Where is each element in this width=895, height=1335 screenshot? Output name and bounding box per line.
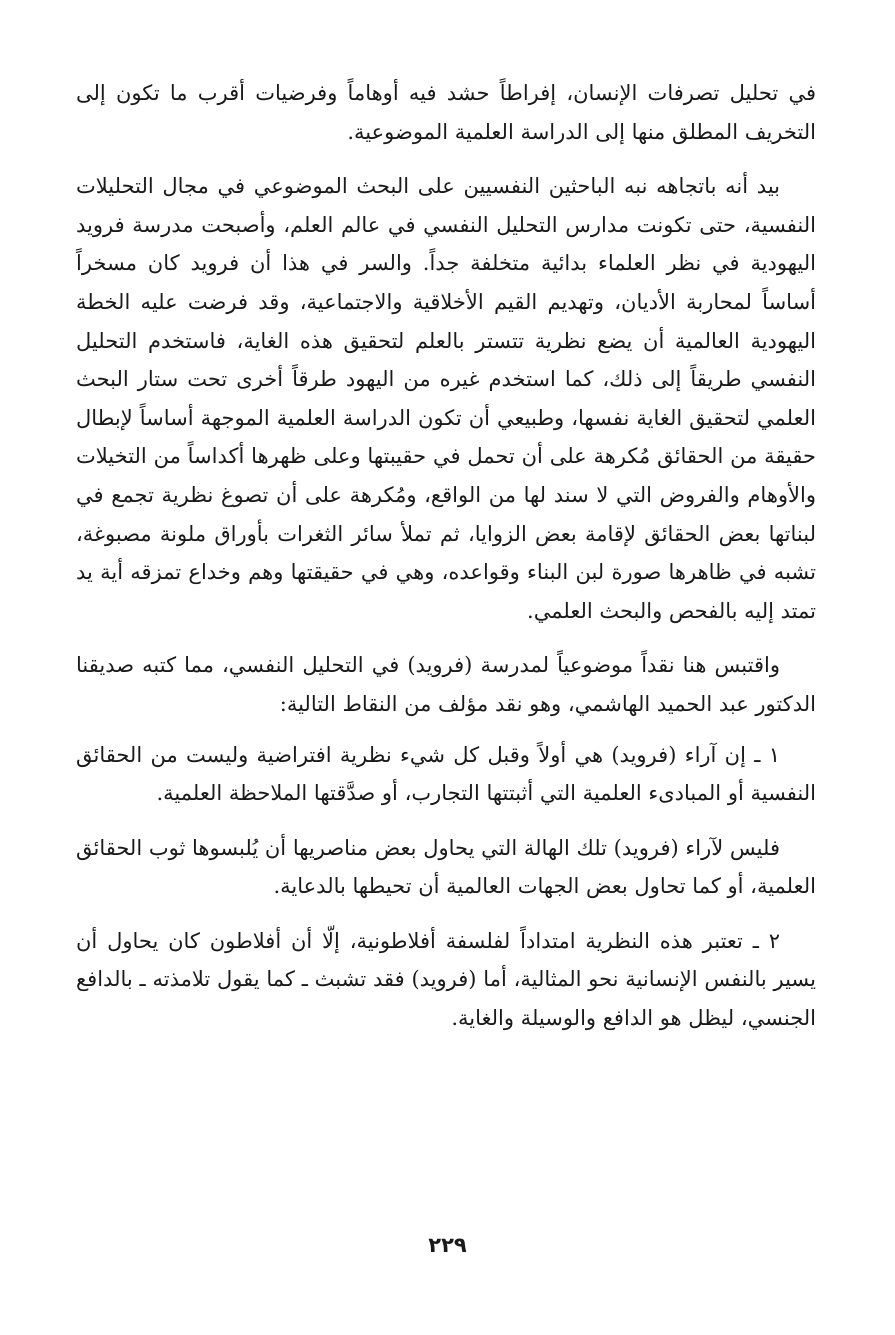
paragraph-point-2: ٢ ـ تعتبر هذه النظرية امتداداً لفلسفة أفلاطونية، إلّا أن أفلاطون كان يحاول أن يسير بالنفس الإنسانية نحو المثالية، أما (فرويد) فقد تشبث ـ كما يقول تلامذته ـ بالدافع الجنسي، ليظل هو الدافع والوسيلة والغاية. — [76, 928, 816, 1031]
paragraph-continuation: في تحليل تصرفات الإنسان، إفراطاً حشد فيه أوهاماً وفرضيات أقرب ما تكون إلى التخريف المطلق منها إلى الدراسة العلمية الموضوعية. — [76, 81, 816, 144]
paragraph-point-1: ١ ـ إن آراء (فرويد) هي أولاً وقبل كل شيء نظرية افتراضية وليست من الحقائق النفسية أو المبادىء العلمية التي أثبتتها التجارب، أو صدَّقتها الملاحظة العلمية. — [76, 742, 816, 806]
paragraph-freud-school: بيد أنه باتجاهه نبه الباحثين النفسيين على البحث الموضوعي في مجال التحليلات النفسية، حتى تكونت مدارس التحليل النفسي في عالم العلم، وأصبحت مدرسة فرويد اليهودية في نظر العلماء بدائية متخلفة جداً. والسر في هذا أن فرويد كان مسخراً أساساً لمحاربة الأديان، وتهديم القيم الأخلاقية والاجتماعية، وقد فرضت عليه الخطة اليهودية العالمية أن يضع نظرية تتستر بالعلم لتحقيق هذه الغاية، فاستخدم التحليل النفسي طريقاً إلى ذلك، كما استخدم غيره من اليهود طرقاً أخرى تحت ستار البحث العلمي لتحقيق الغاية نفسها، وطبيعي أن تكون الدراسة العلمية الموجهة أساساً لإبطال حقيقة من الحقائق مُكرهة على أن تحمل في حقيبتها وعلى ظهرها أكداساً من التخيلات والأوهام والفروض التي لا سند لها من الواقع، ومُكرهة على أن تصوغ نظرية تجمع في لبناتها بعض الحقائق لإقامة بعض الزوايا، ثم تملأ سائر الثغرات بأوراق ملونة مصبوغة، تشبه في ظاهرها صورة لبن البناء وقواعده، وهي في حقيقتها وهم وخداع تمزقه أية يد تمتد إليه بالفحص والبحث العلمي. — [76, 174, 816, 623]
page-number: ٢٢٩ — [428, 1233, 467, 1257]
body-text — [76, 74, 816, 1038]
paragraph-point-1-note: فليس لآراء (فرويد) تلك الهالة التي يحاول بعض مناصريها أن يُلبسوها ثوب الحقائق العلمية، أو كما تحاول بعض الجهات العالمية أن تحيطها بالدعاية. — [76, 835, 816, 899]
paragraph-critique-intro: واقتبس هنا نقداً موضوعياً لمدرسة (فرويد) في التحليل النفسي، مما كتبه صديقنا الدكتور عبد الحميد الهاشمي، وهو نقد مؤلف من النقاط التالية: — [76, 653, 816, 716]
